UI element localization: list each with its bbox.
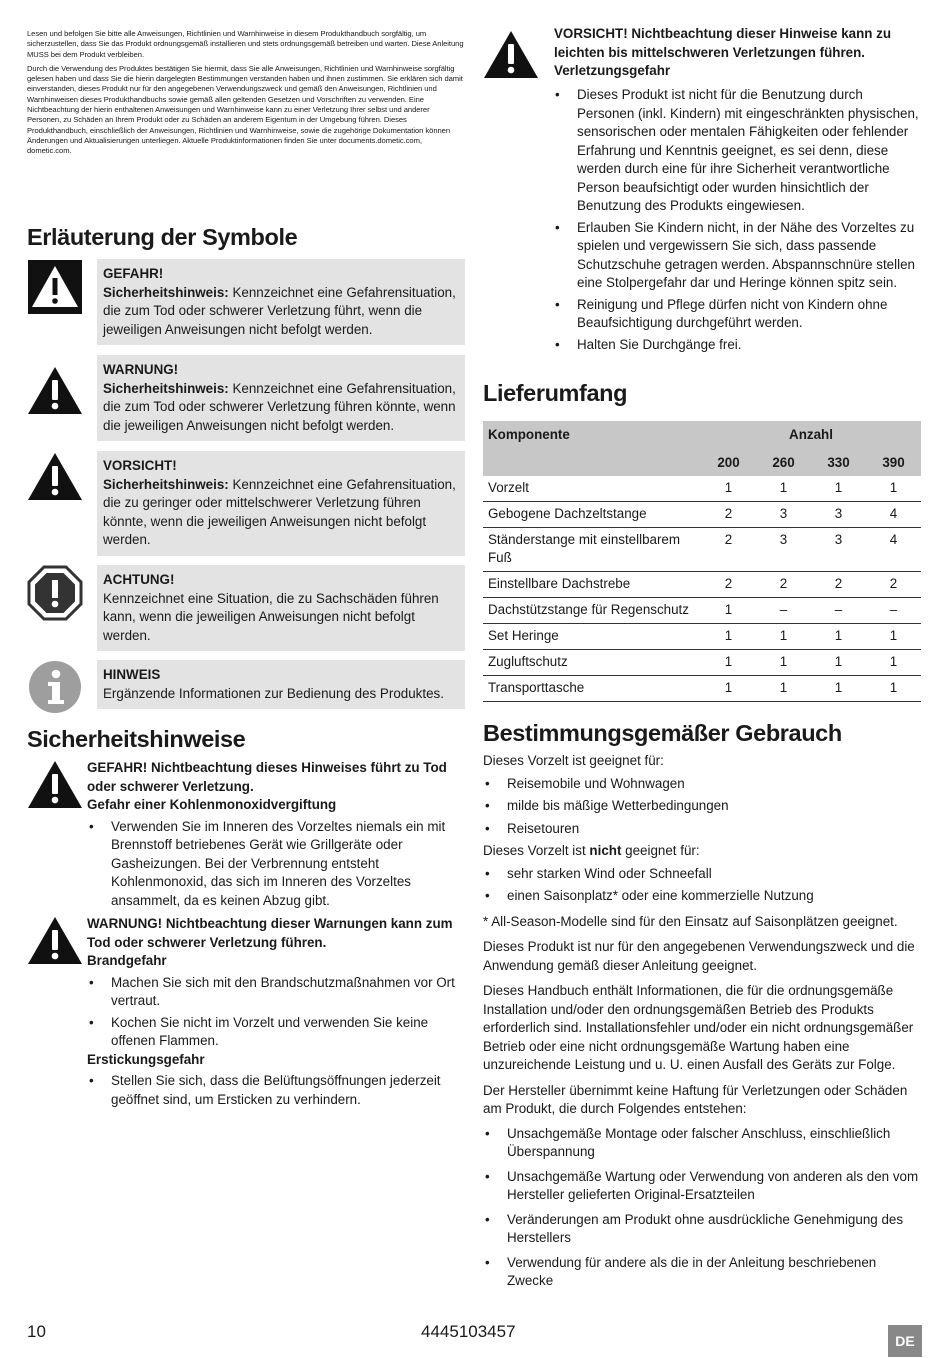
- count-cell: 1: [701, 624, 756, 650]
- symbol-text: Kennzeichnet eine Situation, die zu Sachschäden führen kann, wenn die jeweiligen Anweisungen nicht befolgt werden.: [103, 590, 439, 643]
- count-cell: 1: [866, 624, 921, 650]
- table-header-models: [483, 448, 921, 476]
- symbol-danger: [27, 259, 465, 345]
- column-header-component: Komponente: [483, 421, 701, 448]
- count-cell: 2: [866, 572, 921, 598]
- symbol-notice: [27, 565, 465, 651]
- list-item: • Verwendung für andere als die in der Anleitung beschriebenen Zwecke: [483, 1254, 923, 1291]
- suitable-intro: Dieses Vorzelt ist geeignet für:: [483, 753, 664, 768]
- symbol-warning: [27, 355, 465, 441]
- model-header: 260: [756, 448, 811, 476]
- count-cell: 1: [756, 650, 811, 676]
- caution-triangle-icon: [483, 29, 539, 79]
- list-item: • Unsachgemäße Montage oder falscher Anschluss, einschließlich Überspannung: [483, 1125, 923, 1162]
- intro-paragraph: Lesen und befolgen Sie bitte alle Anweisungen, Richtlinien und Warnhinweise in diesem Produkthandbuch sorgfältig, um sicherzustellen, dass Sie das Produkt ordnungsgemäß installieren und stets ordnungsgemäß betreiben und warten. Diese Anleitung MUSS bei dem Produkt verbleiben.: [27, 29, 464, 59]
- symbol-text: Sicherheitshinweis: Kennzeichnet eine Gefahrensituation, die zum Tod oder schwerer Verletzung führen könnte, wenn die jeweiligen Anweisungen nicht befolgt werden.: [103, 380, 456, 433]
- count-cell: 1: [866, 676, 921, 702]
- count-cell: 1: [811, 650, 866, 676]
- list-item: • Stellen Sie sich, dass die Belüftungsöffnungen jederzeit geöffnet sind, um Ersticken zu verhindern.: [87, 1072, 465, 1109]
- octagon-notice-icon: [27, 565, 83, 621]
- danger-subtitle: Gefahr einer Kohlenmonoxidvergiftung: [87, 797, 337, 812]
- component-cell: Gebogene Dachzeltstange: [483, 502, 701, 528]
- list-item: • Kochen Sie nicht im Vorzelt und verwenden Sie keine offenen Flammen.: [87, 1014, 465, 1051]
- list-item: • Reisetouren: [483, 820, 923, 839]
- count-cell: 1: [756, 624, 811, 650]
- count-cell: 1: [866, 476, 921, 502]
- component-cell: Zugluftschutz: [483, 650, 701, 676]
- count-cell: 4: [866, 502, 921, 528]
- footnote: * All-Season-Modelle sind für den Einsatz auf Saisonplätzen geeignet.: [483, 913, 898, 929]
- count-cell: 3: [811, 528, 866, 572]
- list-item: • Unsachgemäße Wartung oder Verwendung von anderen als den vom Hersteller gelieferten Original-Ersatzteilen: [483, 1168, 923, 1205]
- suitable-list: [483, 775, 923, 839]
- component-cell: Einstellbare Dachstrebe: [483, 572, 701, 598]
- count-cell: 1: [811, 676, 866, 702]
- count-cell: –: [756, 598, 811, 624]
- list-item: • Reisemobile und Wohnwagen: [483, 775, 923, 794]
- component-cell: Transporttasche: [483, 676, 701, 702]
- list-item: • Erlauben Sie Kindern nicht, in der Nähe des Vorzeltes zu spielen und vergewissern Sie sich, dass passende Schutzschuhe getragen werden. Abspannschnüre stellen eine Stolpergefahr dar und Heringe können spitz sein.: [553, 219, 923, 293]
- fire-subtitle: Brandgefahr: [87, 953, 167, 968]
- table-row: [483, 676, 921, 702]
- table-row: [483, 502, 921, 528]
- symbol-info: [27, 660, 465, 715]
- list-item: • Dieses Produkt ist nicht für die Benutzung durch Personen (inkl. Kindern) mit eingeschränkten physischen, sensorischen oder mentalen Fähigkeiten oder fehlender Erfahrung und Kenntnis geeignet, es sei denn, diese werden durch eine für ihre Sicherheit verantwortliche Person beaufsichtigt oder wurden hinsichtlich der Benutzung des Produkts eingewiesen.: [553, 86, 923, 216]
- intro-paragraph: Durch die Verwendung des Produktes bestätigen Sie hiermit, dass Sie alle Anweisungen, Richtlinien und Warnhinweise sorgfältig gelesen haben und dass Sie die hierin dargelegten Bestimmungen verstanden haben und ihnen zustimmen. Sie erklären sich damit einverstanden, dieses Produkt nur für den angegebenen Verwendungszweck und gemäß den Anweisungen, Richtlinien und Warnhinweisen dieses Produkthandbuchs sowie gemäß allen geltenden Gesetzen und Vorschriften zu verwenden. Eine Nichtbeachtung der hierin enthaltenen Anweisungen und Warnhinweise kann zu einer Verletzung Ihrer selbst und anderer Personen, zu Schäden an Ihrem Produkt oder zu Schäden an anderem Eigentum in der Umgebung führen. Dieses Produkthandbuch, einschließlich der Anweisungen, Richtlinien und Warnhinweise, sowie die zugehörige Dokumentation können Änderungen und Aktualisierungen unterliegen. Aktuelle Produktinformationen finden Sie unter documents.dometic.com, dometic.com.: [27, 63, 463, 156]
- table-header-row: [483, 421, 921, 448]
- symbol-text: Sicherheitshinweis: Kennzeichnet eine Gefahrensituation, die zu geringer oder mittelschwerer Verletzung führen könnte, wenn die jeweiligen Anweisungen nicht befolgt werden.: [103, 476, 456, 547]
- count-cell: 4: [866, 528, 921, 572]
- caution-title: VORSICHT! Nichtbeachtung dieser Hinweise kann zu leichten bis mittelschweren Verletzungen führen.: [554, 26, 892, 60]
- column-header-count: Anzahl: [701, 421, 921, 448]
- symbols-heading: Erläuterung der Symbole: [27, 224, 298, 250]
- component-cell: Vorzelt: [483, 476, 701, 502]
- fire-list: [87, 974, 465, 1051]
- document-number: 4445103457: [421, 1322, 516, 1341]
- warning-block: [27, 915, 465, 1109]
- intro-text: [27, 29, 465, 157]
- symbol-text: Sicherheitshinweis: Kennzeichnet eine Gefahrensituation, die zum Tod oder schwerer Verletzung führt, wenn die jeweiligen Anweisungen nicht befolgt werden.: [103, 284, 456, 337]
- suffocation-subtitle: Erstickungsgefahr: [87, 1051, 205, 1067]
- table-row: [483, 624, 921, 650]
- list-item: • sehr starken Wind oder Schneefall: [483, 865, 923, 884]
- danger-list: [87, 818, 465, 911]
- caution-block: [483, 25, 923, 81]
- table-row: [483, 476, 921, 502]
- model-header: 330: [811, 448, 866, 476]
- count-cell: 1: [701, 476, 756, 502]
- caution-list: [553, 83, 923, 354]
- count-cell: 2: [701, 572, 756, 598]
- scope-heading: Lieferumfang: [483, 380, 628, 406]
- count-cell: –: [811, 598, 866, 624]
- symbol-title: GEFAHR!: [103, 266, 164, 281]
- count-cell: 1: [701, 650, 756, 676]
- symbol-panel: [97, 660, 465, 709]
- count-cell: 2: [701, 528, 756, 572]
- caution-content: [554, 25, 923, 81]
- count-cell: 2: [701, 502, 756, 528]
- warning-title: WARNUNG! Nichtbeachtung dieser Warnungen kann zum Tod oder schwerer Verletzung führen.: [87, 916, 453, 950]
- symbol-panel: [97, 565, 465, 651]
- list-item: • Halten Sie Durchgänge frei.: [553, 336, 923, 355]
- page-number: 10: [27, 1322, 46, 1341]
- list-item: • Reinigung und Pflege dürfen nicht von Kindern ohne Beaufsichtigung durchgeführt werden.: [553, 296, 923, 333]
- danger-block: [27, 759, 465, 910]
- table-row: [483, 650, 921, 676]
- warning-content: [87, 915, 465, 1109]
- usage-heading: Bestimmungsgemäßer Gebrauch: [483, 720, 842, 746]
- danger-content: [87, 759, 465, 910]
- component-cell: Set Heringe: [483, 624, 701, 650]
- table-row: [483, 572, 921, 598]
- list-item: • Veränderungen am Produkt ohne ausdrückliche Genehmigung des Herstellers: [483, 1211, 923, 1248]
- count-cell: 3: [756, 502, 811, 528]
- count-cell: 1: [811, 624, 866, 650]
- symbol-title: ACHTUNG!: [103, 572, 175, 587]
- usage-section: [483, 752, 923, 1291]
- usage-paragraph: Der Hersteller übernimmt keine Haftung für Verletzungen oder Schäden am Produkt, die durch Folgendes entstehen:: [483, 1082, 908, 1116]
- warning-triangle-icon: [27, 365, 83, 415]
- suffocation-list: [87, 1072, 465, 1109]
- scope-table: [483, 421, 921, 702]
- count-cell: 3: [756, 528, 811, 572]
- warning-triangle-icon: [27, 915, 83, 965]
- symbol-caution: [27, 451, 465, 556]
- unsuitable-list: [483, 865, 923, 906]
- list-item: • einen Saisonplatz* oder eine kommerzielle Nutzung: [483, 887, 923, 906]
- count-cell: 2: [811, 572, 866, 598]
- table-row: [483, 598, 921, 624]
- liability-list: [483, 1125, 923, 1291]
- list-item: • Verwenden Sie im Inneren des Vorzeltes niemals ein mit Brennstoff betriebenes Gerät wie Grillgeräte oder Gasheizungen. Bei der Verbrennung entsteht Kohlenmonoxid, das sich im Inneren des Vorzeltes ansammelt, da es keinen Abzug gibt.: [87, 818, 465, 911]
- list-item: • milde bis mäßige Wetterbedingungen: [483, 797, 923, 816]
- usage-paragraph: Dieses Handbuch enthält Informationen, die für die ordnungsgemäße Installation und/oder den ordnungsgemäßen Betrieb des Produkts erforderlich sind. Installationsfehler und/oder ein nicht ordnungsgemäßer Betrieb oder eine nicht ordnungsgemäße Wartung haben eine unzureichende Leistung und u. U. einen Ausfall des Geräts zur Folge.: [483, 983, 914, 1072]
- language-badge: DE: [888, 1325, 922, 1357]
- table-row: [483, 528, 921, 572]
- count-cell: 1: [756, 476, 811, 502]
- count-cell: 3: [811, 502, 866, 528]
- info-icon: [27, 659, 83, 715]
- symbol-title: HINWEIS: [103, 667, 161, 682]
- framed-warning-icon: [27, 259, 83, 315]
- unsuitable-intro: Dieses Vorzelt ist nicht geeignet für:: [483, 843, 700, 858]
- count-cell: 1: [701, 598, 756, 624]
- caution-subtitle: Verletzungsgefahr: [554, 63, 671, 78]
- usage-paragraph: Dieses Produkt ist nur für den angegebenen Verwendungszweck und die Anwendung gemäß dieser Anleitung geeignet.: [483, 939, 915, 973]
- symbol-text: Ergänzende Informationen zur Bedienung des Produktes.: [103, 685, 444, 701]
- symbol-panel: [97, 259, 465, 345]
- count-cell: 1: [756, 676, 811, 702]
- symbol-title: WARNUNG!: [103, 362, 179, 377]
- safety-heading: Sicherheitshinweise: [27, 726, 246, 752]
- component-cell: Ständerstange mit einstellbarem Fuß: [483, 528, 701, 572]
- count-cell: –: [866, 598, 921, 624]
- symbol-panel: [97, 451, 465, 556]
- count-cell: 2: [756, 572, 811, 598]
- caution-triangle-icon: [27, 451, 83, 501]
- symbol-panel: [97, 355, 465, 441]
- count-cell: 1: [811, 476, 866, 502]
- component-cell: Dachstützstange für Regenschutz: [483, 598, 701, 624]
- danger-title: GEFAHR! Nichtbeachtung dieses Hinweises führt zu Tod oder schwerer Verletzung.: [87, 760, 447, 794]
- symbol-title: VORSICHT!: [103, 458, 177, 473]
- count-cell: 1: [866, 650, 921, 676]
- count-cell: 1: [701, 676, 756, 702]
- list-item: • Machen Sie sich mit den Brandschutzmaßnahmen vor Ort vertraut.: [87, 974, 465, 1011]
- model-header: 200: [701, 448, 756, 476]
- model-header: 390: [866, 448, 921, 476]
- danger-triangle-icon: [27, 759, 83, 809]
- scope-table-body: [483, 476, 921, 702]
